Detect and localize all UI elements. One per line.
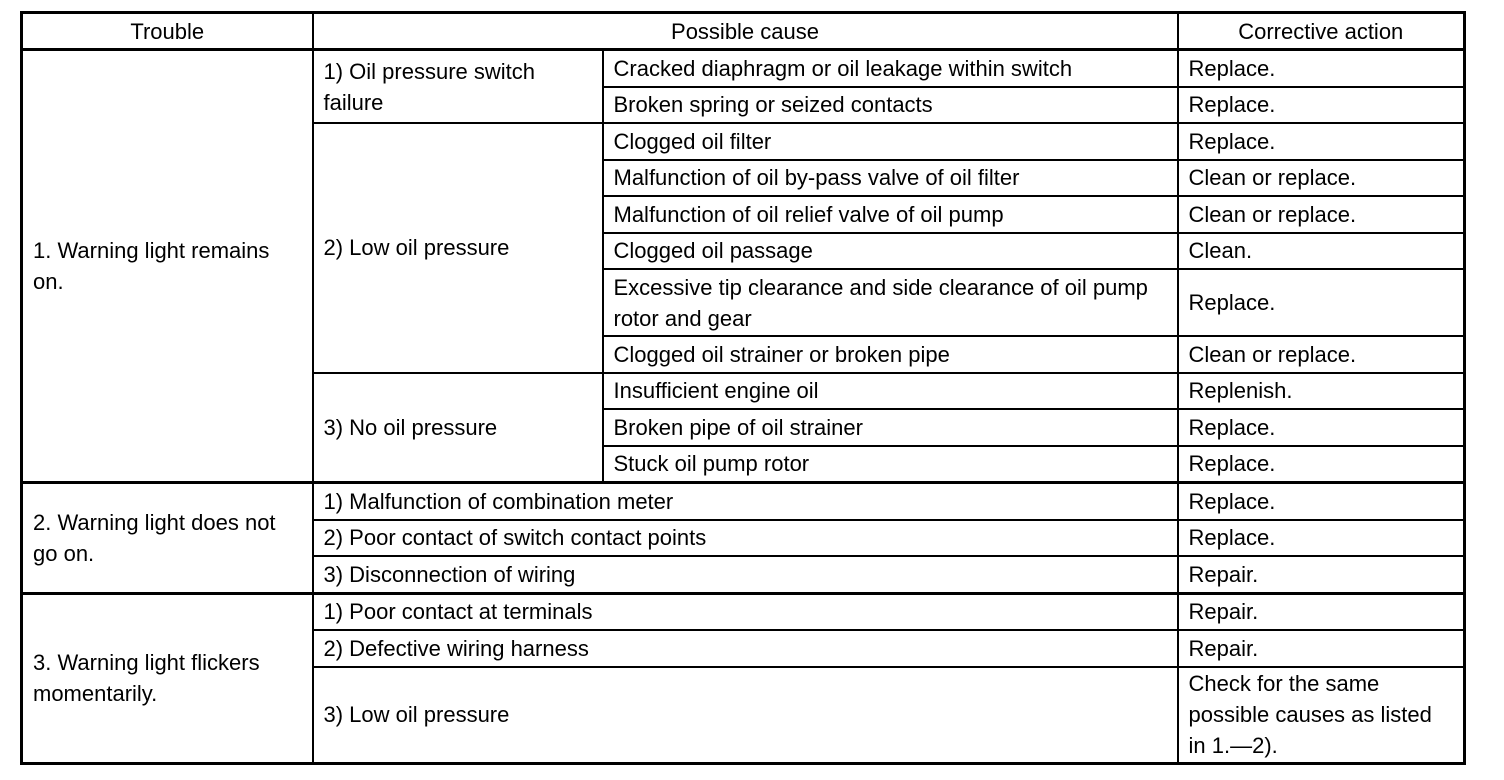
detail-cell: Stuck oil pump rotor — [603, 446, 1178, 483]
action-cell: Clean or replace. — [1178, 196, 1465, 233]
cause-cell: 2) Defective wiring harness — [313, 630, 1178, 667]
detail-cell: Broken pipe of oil strainer — [603, 409, 1178, 446]
trouble-cell: 3. Warning light flickers momentarily. — [22, 593, 313, 763]
action-cell: Repair. — [1178, 630, 1465, 667]
detail-cell: Broken spring or seized contacts — [603, 87, 1178, 124]
cause-cell: 3) No oil pressure — [313, 373, 603, 483]
cause-cell: 3) Low oil pressure — [313, 667, 1178, 764]
cause-cell: 1) Malfunction of combination meter — [313, 483, 1178, 520]
table-row — [22, 483, 1465, 520]
action-cell: Replace. — [1178, 409, 1465, 446]
header-trouble: Trouble — [22, 13, 313, 50]
action-cell: Replace. — [1178, 269, 1465, 336]
header-possible-cause: Possible cause — [313, 13, 1178, 50]
detail-cell: Clogged oil strainer or broken pipe — [603, 336, 1178, 373]
action-cell: Replenish. — [1178, 373, 1465, 410]
action-cell: Replace. — [1178, 446, 1465, 483]
action-cell: Replace. — [1178, 87, 1465, 124]
detail-cell: Malfunction of oil by-pass valve of oil filter — [603, 160, 1178, 197]
table-row — [22, 593, 1465, 630]
action-cell: Replace. — [1178, 483, 1465, 520]
action-cell: Repair. — [1178, 556, 1465, 593]
trouble-cell: 1. Warning light remains on. — [22, 50, 313, 483]
detail-cell: Cracked diaphragm or oil leakage within switch — [603, 50, 1178, 87]
action-cell: Replace. — [1178, 50, 1465, 87]
detail-cell: Excessive tip clearance and side clearance of oil pump rotor and gear — [603, 269, 1178, 336]
detail-cell: Clogged oil passage — [603, 233, 1178, 270]
action-cell: Check for the same possible causes as listed in 1.—2). — [1178, 667, 1465, 764]
cause-cell: 3) Disconnection of wiring — [313, 556, 1178, 593]
detail-cell: Malfunction of oil relief valve of oil pump — [603, 196, 1178, 233]
action-cell: Clean or replace. — [1178, 336, 1465, 373]
troubleshooting-table — [20, 11, 1466, 765]
action-cell: Repair. — [1178, 593, 1465, 630]
detail-cell: Insufficient engine oil — [603, 373, 1178, 410]
table-row — [22, 50, 1465, 87]
detail-cell: Clogged oil filter — [603, 123, 1178, 160]
header-corrective-action: Corrective action — [1178, 13, 1465, 50]
action-cell: Replace. — [1178, 520, 1465, 557]
action-cell: Clean. — [1178, 233, 1465, 270]
cause-cell: 1) Oil pressure switch failure — [313, 50, 603, 124]
trouble-cell: 2. Warning light does not go on. — [22, 483, 313, 594]
cause-cell: 1) Poor contact at terminals — [313, 593, 1178, 630]
action-cell: Clean or replace. — [1178, 160, 1465, 197]
cause-cell: 2) Poor contact of switch contact points — [313, 520, 1178, 557]
cause-cell: 2) Low oil pressure — [313, 123, 603, 373]
header-row — [22, 13, 1465, 50]
action-cell: Replace. — [1178, 123, 1465, 160]
